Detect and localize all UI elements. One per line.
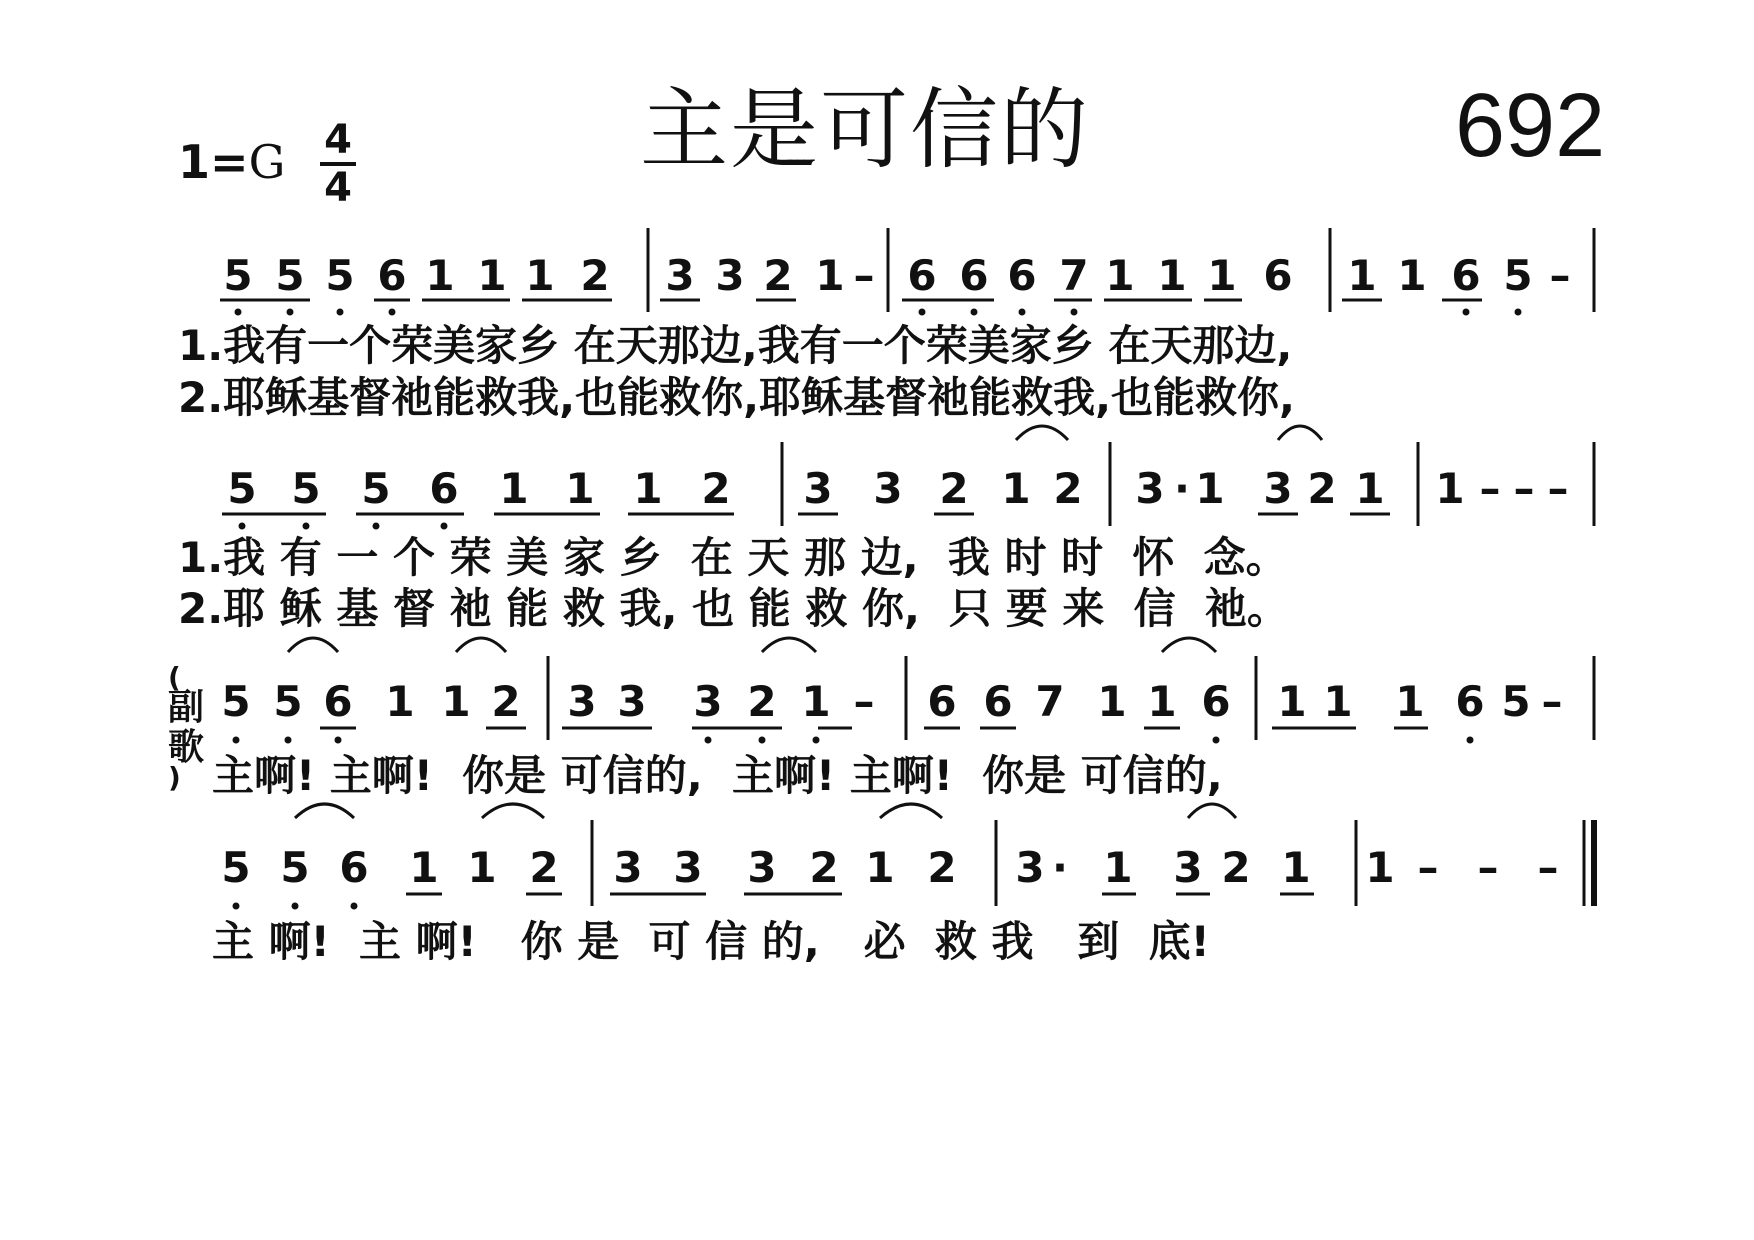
note-digit: 7 [1035,677,1065,726]
note-digit: 2 [580,251,610,300]
low-octave-dot [303,523,310,530]
refrain-line1: 主啊! 主啊! 你是 可信的, 主啊! 主啊! 你是 可信的, [212,751,1223,800]
low-octave-dot [335,737,342,744]
refrain-line2: 主 啊! 主 啊! 你 是 可 信 的, 必 救 我 到 底! [212,917,1210,966]
note-digit: 5 [1501,677,1531,726]
tie-mark [295,804,354,818]
augmentation-dot: · [1052,843,1068,892]
low-octave-dot [235,309,242,316]
dash-mark: – [1417,843,1439,892]
note-digit: 1 [565,464,595,513]
dash-mark: – [853,251,875,300]
note-digit: 1 [1277,677,1307,726]
verse-line1-v2: 2.耶稣基督祂能救我,也能救你,耶稣基督祂能救我,也能救你, [178,373,1296,422]
note-digit: 1 [1195,464,1225,513]
note-digit: 2 [927,843,957,892]
dash-mark: – [1537,843,1559,892]
refrain-marker-char2: 歌 [168,727,205,768]
refrain-marker-char1: 副 [168,687,205,728]
note-digit: 6 [1455,677,1485,726]
low-octave-dot [233,737,240,744]
tie-mark [456,638,506,652]
note-digit: 6 [429,464,459,513]
tie-mark [1162,638,1216,652]
note-digit: 1 [1395,677,1425,726]
note-digit: 6 [907,251,937,300]
note-digit: 3 [693,677,723,726]
note-digit: 5 [291,464,321,513]
note-digit: 2 [809,843,839,892]
note-digit: 6 [1007,251,1037,300]
note-digit: 1 [1435,464,1465,513]
note-digit: 3 [665,251,695,300]
note-digit: 5 [223,251,253,300]
note-digit: 3 [873,464,903,513]
refrain-marker-open: ( [168,661,181,694]
tie-mark [482,804,544,818]
note-digit: 3 [715,251,745,300]
refrain-marker-close: ) [168,761,181,794]
low-octave-dot [239,523,246,530]
time-signature-bottom: 4 [324,165,352,211]
note-digit: 5 [1503,251,1533,300]
note-digit: 1 [1105,251,1135,300]
time-signature-top: 4 [324,117,352,163]
note-digit: 3 [613,843,643,892]
low-octave-dot [1463,309,1470,316]
low-octave-dot [813,737,820,744]
note-digit: 1 [1001,464,1031,513]
note-digit: 2 [491,677,521,726]
note-digit: 1 [499,464,529,513]
note-digit: 2 [763,251,793,300]
note-digit: 1 [1147,677,1177,726]
tie-mark [1016,426,1068,440]
note-digit: 6 [983,677,1013,726]
low-octave-dot [285,737,292,744]
key-equals: = [210,135,249,189]
note-digit: 6 [927,677,957,726]
note-digit: 2 [701,464,731,513]
tie-mark [762,638,816,652]
note-digit: 2 [939,464,969,513]
note-digit: 1 [409,843,439,892]
low-octave-dot [373,523,380,530]
low-octave-dot [759,737,766,744]
note-digit: 1 [1355,464,1385,513]
note-digit: 1 [1207,251,1237,300]
note-digit: 1 [865,843,895,892]
dash-mark: – [1547,464,1569,513]
verse-line1-v1: 1.我有一个荣美家乡 在天那边,我有一个荣美家乡 在天那边, [178,321,1293,370]
note-digit: 6 [339,843,369,892]
tie-mark [880,804,942,818]
note-digit: 1 [633,464,663,513]
note-digit: 5 [221,677,251,726]
low-octave-dot [705,737,712,744]
note-digit: 7 [1059,251,1089,300]
note-digit: 1 [525,251,555,300]
key-degree: 1 [178,135,211,189]
augmentation-dot: · [1174,464,1190,513]
verse-line2-v2: 2.耶 稣 基 督 祂 能 救 我, 也 能 救 你, 只 要 来 信 祂。 [178,584,1289,633]
note-digit: 6 [377,251,407,300]
note-digit: 6 [323,677,353,726]
verse-line2-v1: 1.我 有 一 个 荣 美 家 乡 在 天 那 边, 我 时 时 怀 念。 [178,533,1288,582]
note-digit: 1 [1103,843,1133,892]
note-digit: 3 [617,677,647,726]
dash-mark: – [1477,843,1499,892]
refrain-marker [168,661,208,794]
note-digit: 6 [1451,251,1481,300]
low-octave-dot [1071,309,1078,316]
note-digit: 1 [385,677,415,726]
low-octave-dot [351,903,358,910]
note-digit: 1 [441,677,471,726]
low-octave-dot [292,903,299,910]
note-digit: 6 [1201,677,1231,726]
note-digit: 2 [747,677,777,726]
note-digit: 5 [273,677,303,726]
note-digit: 3 [803,464,833,513]
key-letter: G [248,135,286,189]
low-octave-dot [337,309,344,316]
note-digit: 1 [1281,843,1311,892]
note-digit: 1 [1097,677,1127,726]
note-digit: 1 [1365,843,1395,892]
hymn-number: 692 [1455,76,1606,176]
dash-mark: – [853,677,875,726]
low-octave-dot [1467,737,1474,744]
note-digit: 1 [1397,251,1427,300]
low-octave-dot [287,309,294,316]
note-digit: 5 [280,843,310,892]
note-digit: 1 [801,677,831,726]
tie-mark [1188,804,1236,818]
note-digit: 5 [221,843,251,892]
low-octave-dot [919,309,926,316]
note-digit: 6 [1263,251,1293,300]
note-digit: 3 [673,843,703,892]
note-digit: 5 [275,251,305,300]
note-digit: 2 [1307,464,1337,513]
note-digit: 2 [529,843,559,892]
note-digit: 2 [1053,464,1083,513]
note-digit: 6 [959,251,989,300]
low-octave-dot [389,309,396,316]
note-digit: 1 [1157,251,1187,300]
low-octave-dot [441,523,448,530]
note-digit: 5 [227,464,257,513]
hymn-title: 主是可信的 [640,78,1091,181]
note-digit: 1 [1323,677,1353,726]
note-digit: 3 [1135,464,1165,513]
note-digit: 3 [1263,464,1293,513]
dash-mark: – [1549,251,1571,300]
note-digit: 5 [361,464,391,513]
low-octave-dot [1213,737,1220,744]
low-octave-dot [971,309,978,316]
dash-mark: – [1513,464,1535,513]
note-digit: 1 [467,843,497,892]
note-digit: 1 [815,251,845,300]
note-digit: 3 [747,843,777,892]
note-digit: 3 [567,677,597,726]
note-digit: 1 [477,251,507,300]
low-octave-dot [1019,309,1026,316]
low-octave-dot [1515,309,1522,316]
note-digit: 3 [1173,843,1203,892]
dash-mark: – [1541,677,1563,726]
note-digit: 1 [1347,251,1377,300]
dash-mark: – [1479,464,1501,513]
low-octave-dot [233,903,240,910]
note-digit: 5 [325,251,355,300]
tie-mark [1278,426,1322,440]
note-digit: 3 [1015,843,1045,892]
note-digit: 1 [425,251,455,300]
tie-mark [288,638,338,652]
note-digit: 2 [1221,843,1251,892]
